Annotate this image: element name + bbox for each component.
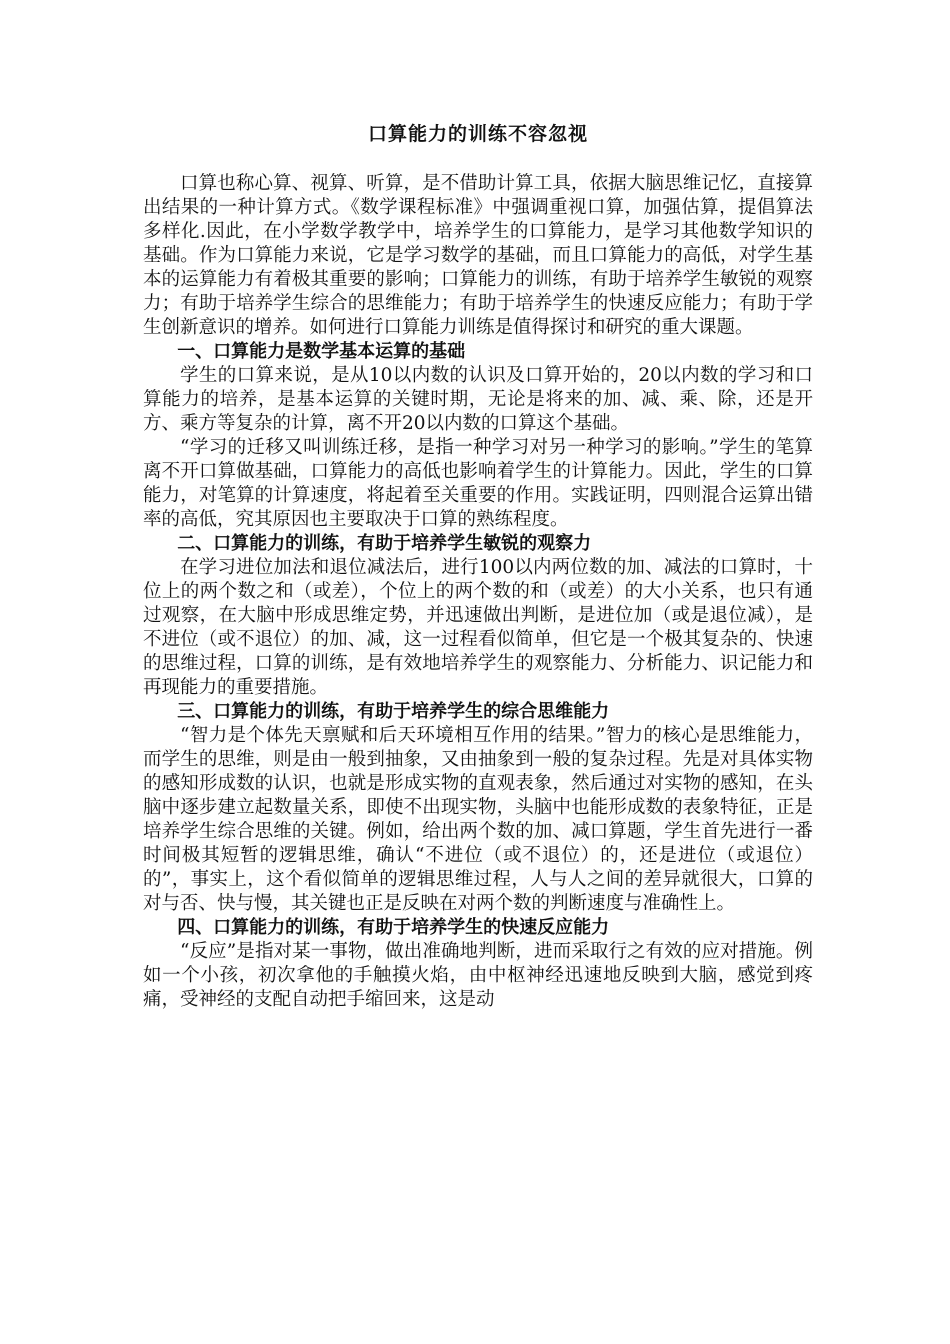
document-title: 口算能力的训练不容忽视 <box>367 123 588 145</box>
section-heading-4: 四、口算能力的训练，有助于培养学生的快速反应能力 <box>177 917 610 938</box>
section-heading-2: 二、口算能力的训练，有助于培养学生敏锐的观察力 <box>177 533 592 554</box>
intro-paragraph: 口算也称心算、视算、听算，是不借助计算工具，依据大脑思维记忆，直接算出结果的一种计算方式。《数学课程标准》中强调重视口算，加强估算，提倡算法多样化.因此，在小学数学教学中，培养学生的口算能力，是学习其他数学知识的基础。作为口算能力来说，它是学习数学的基础，而且口算能力的高低，对学生基本的运算能力有着极其重要的影响；口算能力的训练，有助于培养学生敏锐的观察力；有助于培养学生综合的思维能力；有助于培养学生的快速反应能力；有助于学生创新意识的增养。如何进行口算能力训练是值得探讨和研究的重大课题。 <box>143 173 813 338</box>
section-heading-3: 三、口算能力的训练，有助于培养学生的综合思维能力 <box>177 701 610 722</box>
section-2-paragraph: 在学习进位加法和退位减法后，进行100以内两位数的加、减法的口算时，十位上的两个数之和（或差），个位上的两个数的和（或差）的大小关系，也只有通过观察，在大脑中形成思维定势，并迅速做出判断，是进位加（或是退位减），是不进位（或不退位）的加、减，这一过程看似简单，但它是一个极其复杂的、快速的思维过程，口算的训练，是有效地培养学生的观察能力、分析能力、识记能力和再现能力的重要措施。 <box>143 557 813 698</box>
section-heading-1: 一、口算能力是数学基本运算的基础 <box>177 341 466 362</box>
section-4-paragraph: “反应”是指对某一事物，做出准确地判断，进而采取行之有效的应对措施。例如一个小孩，初次拿他的手触摸火焰，由中枢神经迅速地反映到大脑，感觉到疼痛，受神经的支配自动把手缩回来，这是动 <box>143 941 813 1010</box>
section-3-paragraph: “智力是个体先天禀赋和后天环境相互作用的结果。”智力的核心是思维能力，而学生的思维，则是由一般到抽象，又由抽象到一般的复杂过程。先是对具体实物的感知形成数的认识，也就是形成实物的直观表象，然后通过对实物的感知，在头脑中逐步建立起数量关系，即使不出现实物，头脑中也能形成数的表象特征，正是培养学生综合思维的关键。例如，给出两个数的加、减口算题，学生首先进行一番时间极其短暂的逻辑思维，确认“不进位（或不退位）的，还是进位（或退位）的”，事实上，这个看似简单的逻辑思维过程，人与人之间的差异就很大，口算的对与否、快与慢，其关键也正是反映在对两个数的判断速度与准确性上。 <box>143 725 813 914</box>
section-1-paragraph-1: 学生的口算来说，是从10以内数的认识及口算开始的，20以内数的学习和口算能力的培养，是基本运算的关键时期，无论是将来的加、减、乘、除，还是开方、乘方等复杂的计算，离不开20以内数的口算这个基础。 <box>143 365 813 434</box>
document-page <box>143 120 813 1012</box>
section-1-paragraph-2: “学习的迁移又叫训练迁移，是指一种学习对另一种学习的影响。”学生的笔算离不开口算做基础，口算能力的高低也影响着学生的计算能力。因此，学生的口算能力，对笔算的计算速度，将起着至关重要的作用。实践证明，四则混合运算出错率的高低，究其原因也主要取决于口算的熟练程度。 <box>143 437 813 530</box>
